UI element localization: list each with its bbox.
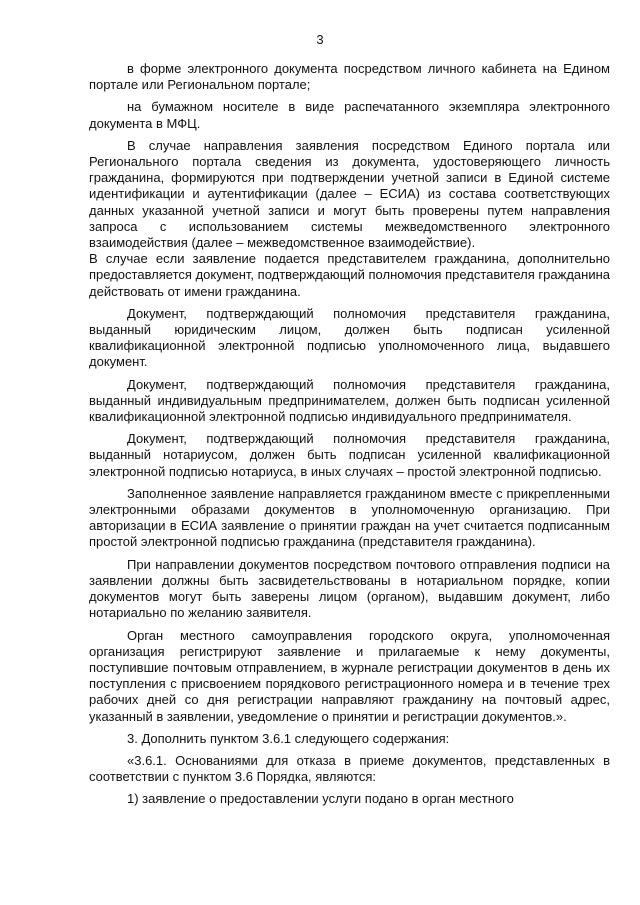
paragraph: «3.6.1. Основаниями для отказа в приеме документов, представленных в соответствии с пунктом 3.6 Порядка, являются: [89,752,610,785]
paragraph: 3. Дополнить пунктом 3.6.1 следующего содержания: [127,730,450,746]
page-number: 3 [316,32,324,47]
paragraph: В случае если заявление подается представителем гражданина, дополнительно предоставляется документ, подтверждающий полномочия представителя гражданина действовать от имени гражданина. [89,251,610,299]
paragraph: Орган местного самоуправления городского округа, уполномоченная организация регистрируют заявление и прилагаемые к нему документы, поступившие почтовым отправлением, в журнале регистрации документов в день их поступления с присвоением порядкового регистрационного номера и в течение трех рабочих дней со дня регистрации направляют гражданину на почтовый адрес, указанный в заявлении, уведомление о принятии и регистрации документов.». [89,627,610,724]
paragraph: в форме электронного документа посредством личного кабинета на Едином портале или Региональном портале; [89,61,610,93]
paragraph: Документ, подтверждающий полномочия представителя гражданина, выданный индивидуальным предпринимателем, должен быть подписан усиленной квалификационной электронной подписью индивидуального предпринимателя. [89,376,610,425]
paragraph: В случае направления заявления посредством Единого портала или Регионального портала сведения из документа, удостоверяющего личность гражданина, формируются при подтверждении учетной записи в Единой системе идентификации и аутентификации (далее – ЕСИА) из состава соответствующих данных указанной учетной записи и могут быть проверены путем направления запроса с использованием системы межведомственного электронного взаимодействия (далее – межведомственное взаимодействие). [89,137,610,251]
paragraph: Документ, подтверждающий полномочия представителя гражданина, выданный нотариусом, должен быть подписан усиленной квалификационной электронной подписью нотариуса, в иных случаях – простой электронной подписью. [89,431,610,479]
document-body [89,61,610,814]
paragraph: на бумажном носителе в виде распечатанного экземпляра электронного документа в МФЦ. [89,99,610,131]
paragraph: Документ, подтверждающий полномочия представителя гражданина, выданный юридическим лицом, должен быть подписан усиленной квалификационной электронной подписью уполномоченного лица, выдавшего документ. [89,305,610,370]
paragraph: Заполненное заявление направляется гражданином вместе с прикрепленными электронными образами документов в уполномоченную организацию. При авторизации в ЕСИА заявление о принятии граждан на учет считается подписанным простой электронной подписью гражданина (представителя гражданина). [89,485,610,550]
paragraph: 1) заявление о предоставлении услуги подано в орган местного [127,791,514,807]
paragraph: При направлении документов посредством почтового отправления подписи на заявлении должны быть засвидетельствованы в нотариальном порядке, копии документов могут быть заверены лицом (органом), выдавшим документ, либо нотариально по желанию заявителя. [89,556,610,621]
